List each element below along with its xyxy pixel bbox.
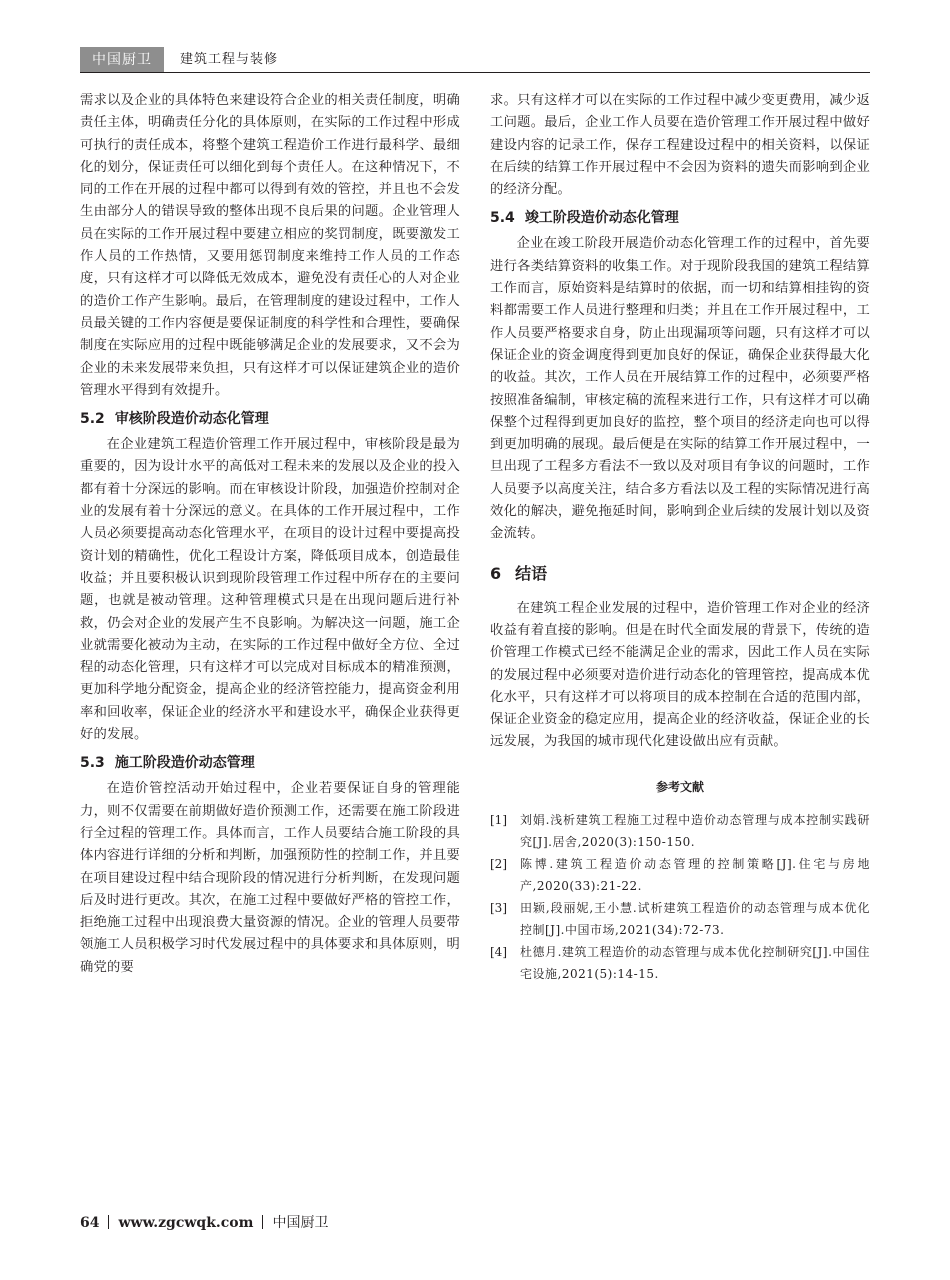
section-heading-5-4 bbox=[490, 207, 870, 229]
footer-divider bbox=[108, 1215, 109, 1229]
page-number: 64 bbox=[80, 1215, 100, 1231]
right-column bbox=[490, 90, 870, 985]
section-number: 5.3 bbox=[80, 755, 105, 772]
footer-journal-name: 中国厨卫 bbox=[272, 1215, 329, 1231]
section-name: 建筑工程与装修 bbox=[180, 52, 279, 67]
paragraph: 在企业建筑工程造价管理工作开展过程中，审核阶段是最为重要的，因为设计水平的高低对工程未来的发展以及企业的投入都有着十分深远的影响。而在审核设计阶段，加强造价控制对企业的发展有着十分深远的意义。在具体的工作开展过程中，工作人员必须要提高动态化管理水平，在项目的设计过程中要提高投资计划的精确性，优化工程设计方案，降低项目成本，创造最佳收益；并且要积极认识到现阶段管理工作过程中所存在的主要问题，也就是被动管理。这种管理模式只是在出现问题后进行补救，仍会对企业的发展产生不良影响。为解决这一问题，施工企业就需要化被动为主动，在实际的工作过程中做好全方位、全过程的动态化管理，只有这样才可以完成对目标成本的精准预测，更加科学地分配资金，提高企业的经济管控能力，提高资金利用率和回收率，保证企业的经济水平和建设水平，确保企业获得更好的发展。 bbox=[80, 437, 460, 743]
section-title: 施工阶段造价动态管理 bbox=[114, 755, 255, 772]
paragraph: 在建筑工程企业发展的过程中，造价管理工作对企业的经济收益有着直接的影响。但是在时代全面发展的背景下，传统的造价管理工作模式已经不能满足企业的需求，因此工作人员在实际的发展过程中必须要对造价进行动态化的管理管控，提高成本优化水平，只有这样才可以将项目的成本控制在合适的范围内部，保证企业资金的稳定应用，提高企业的经济收益，保证企业的长远发展，为我国的城市现代化建设做出应有贡献。 bbox=[490, 600, 870, 750]
section-heading-6 bbox=[490, 562, 870, 586]
reference-text: 陈博.建筑工程造价动态管理的控制策略[J].住宅与房地产,2020(33):21-22. bbox=[520, 856, 870, 893]
section-title: 审核阶段造价动态化管理 bbox=[114, 411, 269, 428]
section-heading-5-3 bbox=[80, 752, 460, 774]
section-number: 5.2 bbox=[80, 411, 105, 428]
reference-item bbox=[490, 897, 870, 941]
footer-url[interactable]: www.zgcwqk.com bbox=[118, 1215, 254, 1231]
reference-item bbox=[490, 941, 870, 985]
reference-index: [3] bbox=[490, 900, 507, 915]
reference-text: 刘娟.浅析建筑工程施工过程中造价动态管理与成本控制实践研究[J].居舍,2020(3):150-150. bbox=[520, 812, 870, 849]
reference-index: [1] bbox=[490, 812, 507, 827]
reference-item bbox=[490, 853, 870, 897]
section-number: 6 bbox=[490, 563, 502, 583]
paragraph: 需求以及企业的具体特色来建设符合企业的相关责任制度，明确责任主体，明确责任分化的具体原则，在实际的工作过程中形成可执行的责任成本，将整个建筑工程造价工作进行最科学、最细化的划分，保证责任可以细化到每个责任人。在这种情况下，不同的工作在开展的过程中都可以得到有效的管控，并且也不会发生由部分人的错误导致的整体出现不良后果的问题。企业管理人员在实际的工作开展过程中要建立相应的奖罚制度，既要激发工作人员的工作热情，又要用惩罚制度来维持工作人员的工作态度，只有这样才可以降低无效成本，避免没有责任心的人对企业的造价工作产生影响。最后，在管理制度的建设过程中，工作人员最关键的工作内容便是要保证制度的科学性和合理性，要确保制度在实际应用的过程中既能够满足企业的发展要求，又不会为企业的未来发展带来负担，只有这样才可以保证建筑企业的造价管理水平得到有效提升。 bbox=[80, 93, 460, 398]
reference-text: 杜德月.建筑工程造价的动态管理与成本优化控制研究[J].中国住宅设施,2021(5):14-15. bbox=[520, 944, 870, 981]
section-number: 5.4 bbox=[490, 210, 515, 227]
references-list bbox=[490, 809, 870, 985]
page-footer bbox=[80, 1212, 328, 1232]
reference-index: [4] bbox=[490, 944, 507, 959]
references-title: 参考文献 bbox=[655, 779, 704, 794]
reference-index: [2] bbox=[490, 856, 507, 871]
left-column bbox=[80, 90, 460, 979]
section-heading-5-2 bbox=[80, 408, 460, 430]
paragraph: 在造价管控活动开始过程中，企业若要保证自身的管理能力，则不仅需要在前期做好造价预测工作，还需要在施工阶段进行全过程的管理工作。具体而言，工作人员要结合施工阶段的具体内容进行详细的分析和判断，加强预防性的控制工作，并且要在项目建设过程中结合现阶段的情况进行分析判断，在发现问题后及时进行更改。其次，在施工过程中要做好严格的管控工作，拒绝施工过程中出现浪费大量资源的情况。企业的管理人员要带领施工人员积极学习时代发展过程中的具体要求和具体原则，明确党的要 bbox=[80, 781, 460, 975]
section-title: 竣工阶段造价动态化管理 bbox=[524, 210, 679, 227]
paragraph: 企业在竣工阶段开展造价动态化管理工作的过程中，首先要进行各类结算资料的收集工作。对于现阶段我国的建筑工程结算工作而言，原始资料是结算时的依据，而一切和结算相挂钩的资料都需要工作人员进行整理和归类；并且在工作开展过程中，工作人员要严格要求自身，防止出现漏项等问题，只有这样才可以保证企业的资金调度得到更加良好的保证，确保企业获得最大化的收益。其次，工作人员在开展结算工作的过程中，必须要严格按照准备编制，审核定稿的流程来进行工作，只有这样才可以确保整个过程得到更加良好的监控，整个项目的经济走向也可以得到更加明确的展现。最后便是在实际的结算工作开展过程中，一旦出现了工程多方看法不一致以及对项目有争议的问题时，工作人员要予以高度关注，结合多方看法以及工程的实际情况进行高效化的解决，避免拖延时间，影响到企业后续的发展计划以及资金流转。 bbox=[490, 236, 870, 542]
journal-name-tab: 中国厨卫 bbox=[80, 47, 164, 73]
section-title: 结语 bbox=[515, 563, 548, 583]
paragraph: 求。只有这样才可以在实际的工作过程中减少变更费用，减少返工问题。最后，企业工作人员要在造价管理工作开展过程中做好建设内容的记录工作，保存工程建设过程中的相关资料，以保证在后续的结算工作开展过程中不会因为资料的遗失而影响到企业的经济分配。 bbox=[490, 93, 870, 198]
running-header bbox=[80, 47, 870, 73]
reference-item bbox=[490, 809, 870, 853]
reference-text: 田颖,段丽妮,王小慧.试析建筑工程造价的动态管理与成本优化控制[J].中国市场,2021(34):72-73. bbox=[520, 900, 870, 937]
footer-divider bbox=[262, 1215, 263, 1229]
header-rule bbox=[80, 72, 870, 73]
